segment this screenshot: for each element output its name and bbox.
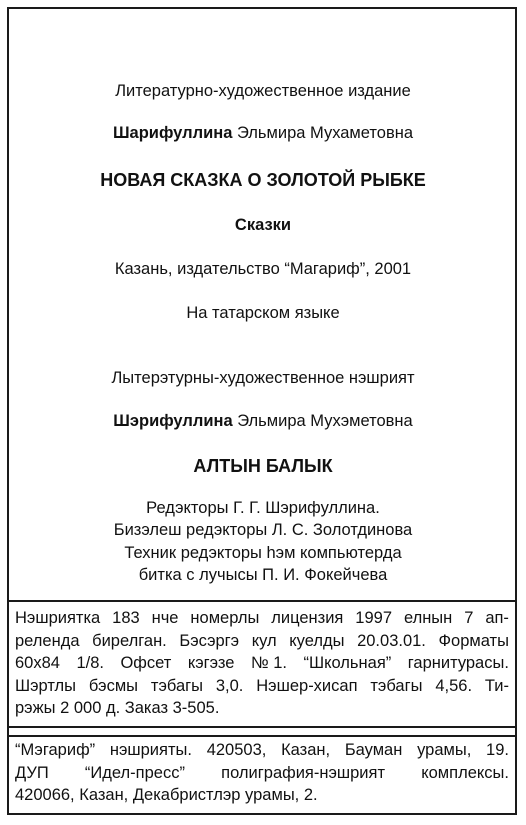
tt-edition-type: Лытерэтурны-художественное нэшрият	[111, 369, 415, 387]
tt-author-surname: Шэрифуллина	[113, 412, 233, 430]
ru-author	[0, 124, 526, 143]
word: “Школьная”	[303, 654, 392, 672]
word: Ти-	[484, 676, 509, 695]
word: номерлы	[190, 609, 260, 627]
word: гарнитурасы.	[407, 654, 509, 672]
word: нэшрияты.	[109, 741, 192, 759]
ru-author-name: Эльмира Мухаметовна	[232, 124, 414, 142]
word: реленда	[15, 631, 80, 650]
ru-author-surname: Шарифуллина	[112, 124, 233, 142]
address-box	[9, 735, 515, 808]
ru-edition-type: Литературно-художественное издание	[115, 82, 411, 100]
word: Офсет	[120, 654, 172, 672]
word: тэбагы	[150, 676, 204, 695]
word: 1997	[355, 609, 393, 627]
imprint-line	[15, 630, 509, 653]
word: 183	[112, 609, 140, 627]
tt-credit-line: Техник редэкторы hэм компьютерда	[124, 544, 402, 562]
word: Форматы	[438, 631, 509, 650]
word: 420066, Казан, Декабристлэр урамы, 2.	[15, 786, 318, 804]
word: тэбагы	[370, 676, 423, 695]
ru-publisher: Казань, издательство “Магариф”, 2001	[114, 260, 412, 278]
tt-author	[0, 412, 526, 431]
address-line	[15, 739, 509, 762]
tt-title: АЛТЫН БАЛЫК	[193, 456, 333, 476]
word: Нэшриятка	[15, 609, 101, 627]
word: 4,56.	[435, 676, 473, 695]
word: 20.03.01.	[357, 631, 426, 650]
word: бирелган.	[92, 631, 167, 650]
imprint-line	[15, 697, 509, 720]
imprint-line	[15, 652, 509, 675]
address-line	[15, 762, 509, 785]
imprint-line	[15, 607, 509, 630]
word: Казан,	[281, 741, 331, 759]
word: № 1.	[250, 654, 287, 672]
tt-credit-line: Бизэлеш редэкторы Л. С. Золотдинова	[113, 521, 413, 539]
word: полиграфия-нэшрият	[221, 763, 385, 782]
word: Нэшер-хисап	[256, 676, 358, 695]
word: 3,0.	[215, 676, 244, 695]
ru-language: На татарском языке	[186, 304, 340, 322]
word: “Мэгариф”	[15, 741, 96, 759]
word: лицензия	[271, 609, 344, 627]
tt-credit-line: битка с лучысы П. И. Фокейчева	[138, 566, 388, 584]
word: кул	[251, 631, 277, 650]
tt-credit-line: Редэкторы Г. Г. Шэрифуллина.	[146, 499, 380, 517]
tt-author-name: Эльмира Мухэметовна	[232, 412, 413, 430]
imprint-line	[15, 675, 509, 698]
word: куелды	[289, 631, 345, 650]
ru-title: НОВАЯ СКАЗКА О ЗОЛОТОЙ РЫБКЕ	[100, 170, 426, 190]
word: елнын	[403, 609, 453, 627]
word: урамы,	[417, 741, 472, 759]
word: комплексы.	[421, 763, 509, 782]
word: “Идел-пресс”	[84, 763, 185, 782]
word: 7	[464, 609, 474, 627]
word: бэсмы	[88, 676, 139, 695]
word: 19.	[486, 741, 509, 759]
word: ап-	[485, 609, 509, 627]
word: Бауман	[344, 741, 403, 759]
word: Бэсэргэ	[179, 631, 240, 650]
ru-genre: Сказки	[234, 216, 292, 234]
word: 60x84	[15, 654, 60, 672]
word: 1/8.	[76, 654, 104, 672]
imprint-box	[9, 600, 515, 728]
address-line	[15, 784, 509, 807]
word: 420503,	[206, 741, 267, 759]
word: Шэртлы	[15, 676, 77, 695]
word: кэгэзе	[187, 654, 235, 672]
word: ДУП	[15, 763, 49, 782]
word: рэжы 2 000 д. Заказ 3-505.	[15, 699, 220, 717]
word: нче	[151, 609, 179, 627]
